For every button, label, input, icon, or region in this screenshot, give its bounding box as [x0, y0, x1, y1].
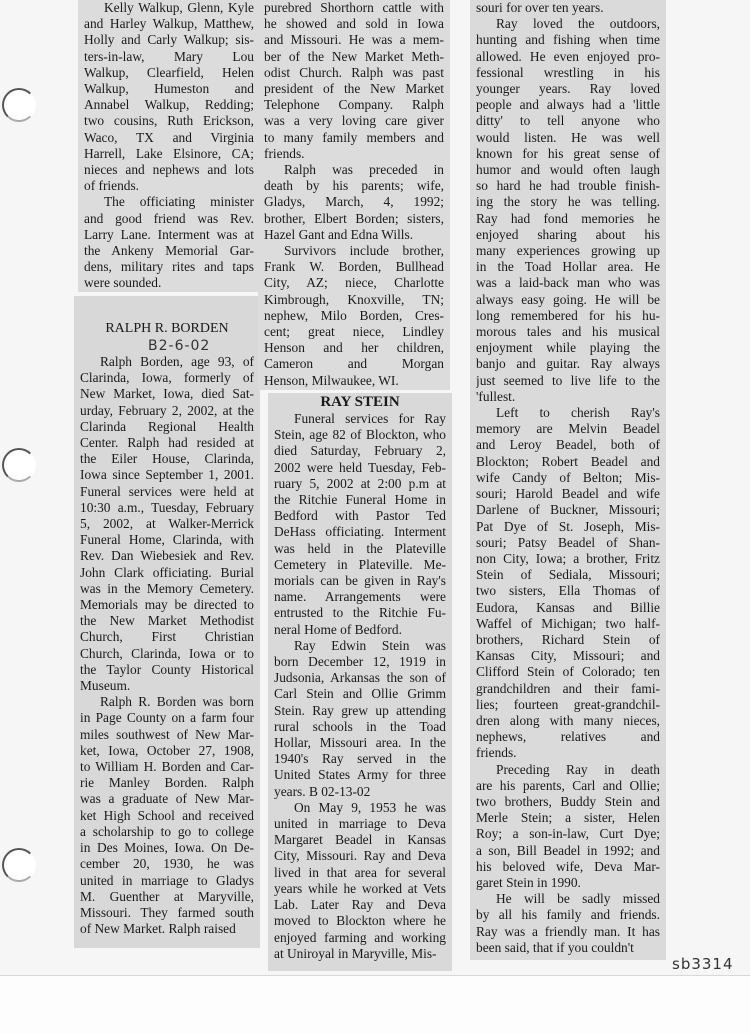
text-line: in Page County on a farm four [80, 710, 254, 726]
text-line: United States Army for three [274, 767, 446, 783]
text-line: hunting and fishing when time [476, 32, 660, 48]
paragraph [264, 243, 444, 389]
text-line: was a laid-back man who was [476, 275, 660, 291]
text-line: DeHass officiating. Interment [274, 524, 446, 540]
text-line: Clifford Stein of Colorado; ten [476, 664, 660, 680]
text-line: at Uniroyal in Maryville, Mis- [274, 945, 437, 961]
text-line: always easy going. He will be [476, 291, 660, 307]
text-line: nephews, relatives and [476, 729, 660, 745]
text-line: Frank W. Borden, Bullhead [264, 259, 444, 275]
text-line: odist Church. Ralph was past [264, 64, 444, 80]
text-line: Kansas City, Missouri; and [476, 648, 660, 664]
text-line: two sisters, Ella Thomas of [476, 583, 660, 599]
text-line: people and always had a 'little [476, 97, 660, 113]
text-line: Waffel of Michigan; two half- [476, 615, 660, 631]
text-line: City, Missouri. Ray and Deva [274, 848, 446, 864]
paragraph [476, 405, 660, 761]
text-line: friends. [264, 145, 305, 161]
text-line: Lab. Later Ray and Deva [274, 897, 446, 913]
text-line: ters-in-law, Mary Lou [84, 48, 254, 64]
text-line: Funeral services were held at [80, 483, 254, 499]
text-line: Gladys, March, 4, 1992; [264, 194, 444, 210]
text-line: grandchildren and their fami- [476, 680, 660, 696]
text-line: dens, military rites and taps [84, 259, 254, 275]
text-line: banjo and guitar. Ray always [476, 356, 660, 372]
text-line: rural schools in the Toad [274, 718, 446, 734]
text-line: to William H. Borden and Car- [80, 759, 254, 775]
text-line: ket High School and received [80, 807, 254, 823]
text-line: 1940's Ray served in the [274, 751, 446, 767]
clipping-walkup-end [78, 0, 260, 292]
text-line: Clarinda Regional Health [80, 418, 254, 434]
paragraph [80, 694, 254, 937]
text-line: Bedford with Pastor Ted [274, 508, 446, 524]
text-line: Ray loved the outdoors, [496, 16, 660, 32]
text-line: friends. [476, 745, 517, 761]
handwritten-page-label: sb3314 [672, 955, 734, 973]
text-line: He will be sadly missed [496, 891, 660, 907]
text-line: Cameron and Morgan [264, 356, 444, 372]
text-line: New Market, Iowa, died Sat- [80, 386, 254, 402]
text-line: Stein of Sediala, Missouri; [476, 567, 660, 583]
text-line: in Des Moines, Iowa. On De- [80, 840, 254, 856]
text-line: and good friend was Rev. [84, 210, 254, 226]
text-line: memory are Melvin Beadel [476, 421, 660, 437]
text-line: urday, February 2, 2002, at the [80, 402, 254, 418]
text-line: Clarinda, Iowa, formerly of [80, 370, 254, 386]
text-line: a scholarship to go to college [80, 823, 254, 839]
text-line: two brothers, Buddy Stein and [476, 793, 660, 809]
text-line: and Leroy Beadel, both of [476, 437, 660, 453]
text-line: would listen. He was well [476, 129, 660, 145]
text-line: the Eiler House, Clarinda, [80, 451, 254, 467]
text-line: Eudora, Kansas and Billie [476, 599, 660, 615]
text-line: by all his family and friends. [476, 907, 660, 923]
text-line: Ray Edwin Stein was [294, 637, 446, 653]
text-line: Ray was a friendly man. It has [476, 923, 660, 939]
text-line: the Ankeny Memorial Gar- [84, 243, 254, 259]
text-line: nephew, Milo Borden, Cres- [264, 307, 444, 323]
text-line: City, AZ; niece, Charlotte [264, 275, 444, 291]
text-line: brother, Elbert Borden; sisters, [264, 210, 444, 226]
clipping-ray-stein [268, 393, 452, 971]
punch-hole [2, 848, 36, 882]
text-line: the Taylor County Historical [80, 661, 254, 677]
text-line: united in marriage to Deva [274, 816, 446, 832]
text-line: moved to Blockton where he [274, 913, 446, 929]
text-line: Ralph was preceded in [284, 162, 444, 178]
text-line: so hard he had trouble finish- [476, 178, 660, 194]
text-line: lived in that area for several [274, 864, 446, 880]
text-line: Rev. Dan Wiebesiek and Rev. [80, 548, 254, 564]
text-line: neral Home of Bedford. [274, 621, 402, 637]
text-line: Darlene of Buckner, Missouri; [476, 502, 660, 518]
text-line: Merle Stein; a sister, Helen [476, 810, 660, 826]
text-line: lies; fourteen great-grandchil- [476, 696, 660, 712]
paragraph [80, 354, 254, 694]
text-line: Stein. Ray grew up attending [274, 702, 446, 718]
article-body [274, 411, 446, 962]
text-line: to many family members and [264, 129, 444, 145]
text-line: born December 12, 1919 in [274, 654, 446, 670]
text-line: Church, Clarinda, Iowa or to [80, 645, 254, 661]
text-line: Hazel Gant and Edna Wills. [264, 226, 414, 242]
punch-hole [2, 88, 36, 122]
text-line: Walkup, Clearfield, Helen [84, 64, 254, 80]
handwritten-date: B2-6-02 [148, 338, 211, 354]
text-line: entrusted to the Ritchie Fu- [274, 605, 446, 621]
text-line: was a graduate of New Mar- [80, 791, 254, 807]
text-line: Harrell, Lake Elsinore, CA; [84, 145, 254, 161]
article-body [264, 0, 444, 389]
text-line: The officiating minister [104, 194, 254, 210]
text-line: 5, 2002, at Walker-Merrick [80, 516, 254, 532]
text-line: was in the Memory Cemetery. [80, 580, 254, 596]
text-line: Ralph R. Borden was born [100, 694, 254, 710]
text-line: Ray had fond memories he [476, 210, 660, 226]
text-line: garet Stein in 1990. [476, 874, 581, 890]
text-line: Stein, age 82 of Blockton, who [274, 427, 446, 443]
text-line: died Saturday, February 2, [274, 443, 446, 459]
text-line: Kelly Walkup, Glenn, Kyle [104, 0, 254, 15]
text-line: ket, Iowa, October 27, 1908, [80, 742, 254, 758]
text-line: of friends. [84, 178, 140, 194]
article-body [80, 354, 254, 937]
text-line: ber of the New Market Meth- [264, 48, 444, 64]
text-line: wife Candy of Belton; Mis- [476, 469, 660, 485]
text-line: of New Market. Ralph raised [80, 921, 236, 937]
text-line: and Harley Walkup, Matthew, [84, 16, 254, 32]
text-line: Church, First Christian [80, 629, 254, 645]
text-line: Annabel Walkup, Redding; [84, 97, 254, 113]
text-line: purebred Shorthorn cattle with [264, 0, 444, 15]
text-line: Henson and her children, [264, 340, 444, 356]
text-line: was a very loving care giver [264, 113, 444, 129]
text-line: John Clark officiating. Burial [80, 564, 254, 580]
text-line: Center. Ralph had resided at [80, 435, 254, 451]
text-line: years while he worked at Vets [274, 880, 446, 896]
text-line: souri; Patsy Beadel of Shan- [476, 534, 660, 550]
text-line: Larry Lane. Interment was at [84, 226, 254, 242]
text-line: souri; Harold Beadel and wife [476, 486, 660, 502]
text-line: he showed and sold in Iowa [264, 16, 444, 32]
text-line: enjoyed farming and working [274, 929, 446, 945]
text-line: Waco, TX and Virginia [84, 129, 254, 145]
text-line: Carl Stein and Ollie Grimm [274, 686, 446, 702]
text-line: Margaret Beadel in Kansas [274, 832, 446, 848]
text-line: morous tales and his musical [476, 324, 660, 340]
text-line: his beloved wife, Deva Mar- [476, 858, 660, 874]
text-line: two cousins, Ruth Erickson, [84, 113, 254, 129]
text-line: Kimbrough, Knoxville, TN; [264, 291, 444, 307]
text-line: Judsonia, Arkansas the son of [274, 670, 446, 686]
paragraph [84, 194, 254, 291]
text-line: Funeral Home, Clarinda, with [80, 532, 254, 548]
paragraph [84, 0, 254, 194]
text-line: fessional wrestling in his [476, 64, 660, 80]
paragraph [274, 800, 446, 962]
text-line: younger years. Ray loved [476, 81, 660, 97]
punch-hole [2, 448, 36, 482]
obituary-heading: RALPH R. BORDEN [105, 321, 229, 336]
text-line: cember 20, 1930, he was [80, 856, 254, 872]
text-line: Missouri. They farmed south [80, 904, 254, 920]
text-line: Roy; a son-in-law, Curt Dye; [476, 826, 660, 842]
text-line: dren along with many nieces, [476, 712, 660, 728]
text-line: On May 9, 1953 he was [294, 799, 446, 815]
paragraph [476, 16, 660, 405]
article-body [84, 0, 254, 292]
paragraph [476, 0, 660, 16]
text-line: years. B 02-13-02 [274, 783, 371, 799]
text-line: Museum. [80, 678, 131, 694]
text-line: humor and would often laugh [476, 162, 660, 178]
text-line: souri for over ten years. [476, 0, 604, 15]
text-line: Cemetery in Plateville. Me- [274, 556, 446, 572]
text-line: 'fullest. [476, 388, 516, 404]
text-line: 10:30 a.m., Tuesday, February [80, 499, 254, 515]
text-line: M. Guenther at Maryville, [80, 888, 254, 904]
paragraph [476, 891, 660, 956]
text-line: cent; great niece, Lindley [264, 324, 444, 340]
text-line: miles southwest of New Mar- [80, 726, 254, 742]
paragraph [264, 162, 444, 243]
clipping-ray-stein-continued [470, 0, 666, 960]
text-line: was held in the Plateville [274, 540, 446, 556]
paragraph [264, 0, 444, 162]
text-line: are his parents, Carl and Ollie; [476, 777, 660, 793]
text-line: Holly and Carly Walkup; sis- [84, 32, 254, 48]
scanner-margin [0, 975, 750, 1034]
paragraph [476, 762, 660, 892]
text-line: ruary 5, 2002 at 2:00 p.m at [274, 475, 446, 491]
text-line: Hollar, Missouri area. In the [274, 735, 446, 751]
text-line: a son, Bill Beadel in 1992; and [476, 842, 660, 858]
text-line: united in marriage to Gladys [80, 872, 254, 888]
text-line: ing the story he was telling. [476, 194, 660, 210]
text-line: Preceding Ray in death [496, 761, 660, 777]
article-body [476, 0, 660, 956]
text-line: Funeral services for Ray [294, 411, 446, 426]
text-line: brothers, Richard Stein of [476, 631, 660, 647]
clipping-ralph-borden [74, 296, 260, 948]
text-line: Survivors include brother, [284, 243, 444, 259]
text-line: the New Market Methodist [80, 613, 254, 629]
text-line: president of the New Market [264, 81, 444, 97]
obituary-heading: RAY STEIN [320, 394, 400, 410]
text-line: Iowa since September 1, 2001. [80, 467, 254, 483]
text-line: the Ritchie Funeral Home in [274, 492, 446, 508]
text-line: non City, Iowa; a brother, Fritz [476, 550, 660, 566]
text-line: Memorials may be directed to [80, 597, 254, 613]
text-line: known for his great sense of [476, 145, 660, 161]
text-line: been said, that if you couldn't [476, 939, 634, 955]
text-line: nieces and nephews and lots [84, 162, 254, 178]
text-line: 2002 were held Tuesday, Feb- [274, 459, 446, 475]
text-line: morials can be given in Ray's [274, 573, 446, 589]
text-line: were sounded. [84, 275, 162, 291]
clipping-ralph-borden-continued [258, 0, 450, 390]
text-line: and Missouri. He was a mem- [264, 32, 444, 48]
text-line: just seemed to live life to the [476, 372, 660, 388]
text-line: Telephone Company. Ralph [264, 97, 444, 113]
text-line: enjoyment while playing the [476, 340, 660, 356]
text-line: many experiences growing up [476, 243, 660, 259]
text-line: ditty' to tell anyone who [476, 113, 660, 129]
text-line: Pat Dye of St. Joseph, Mis- [476, 518, 660, 534]
text-line: Walkup, Humeston and [84, 81, 254, 97]
text-line: death by his parents; wife, [264, 178, 444, 194]
text-line: allowed. He even enjoyed pro- [476, 48, 660, 64]
text-line: rie Manley Borden. Ralph [80, 775, 254, 791]
paragraph [274, 411, 446, 638]
text-line: Left to cherish Ray's [496, 405, 660, 421]
text-line: Blockton; Robert Beadel and [476, 453, 660, 469]
paragraph [274, 638, 446, 800]
text-line: long remembered for his hu- [476, 307, 660, 323]
text-line: Ralph Borden, age 93, of [100, 354, 254, 369]
text-line: in the Toad Hollar area. He [476, 259, 660, 275]
text-line: name. Arrangements were [274, 589, 446, 605]
text-line: Henson, Milwaukee, WI. [264, 372, 399, 388]
text-line: enjoyed sharing about his [476, 226, 660, 242]
